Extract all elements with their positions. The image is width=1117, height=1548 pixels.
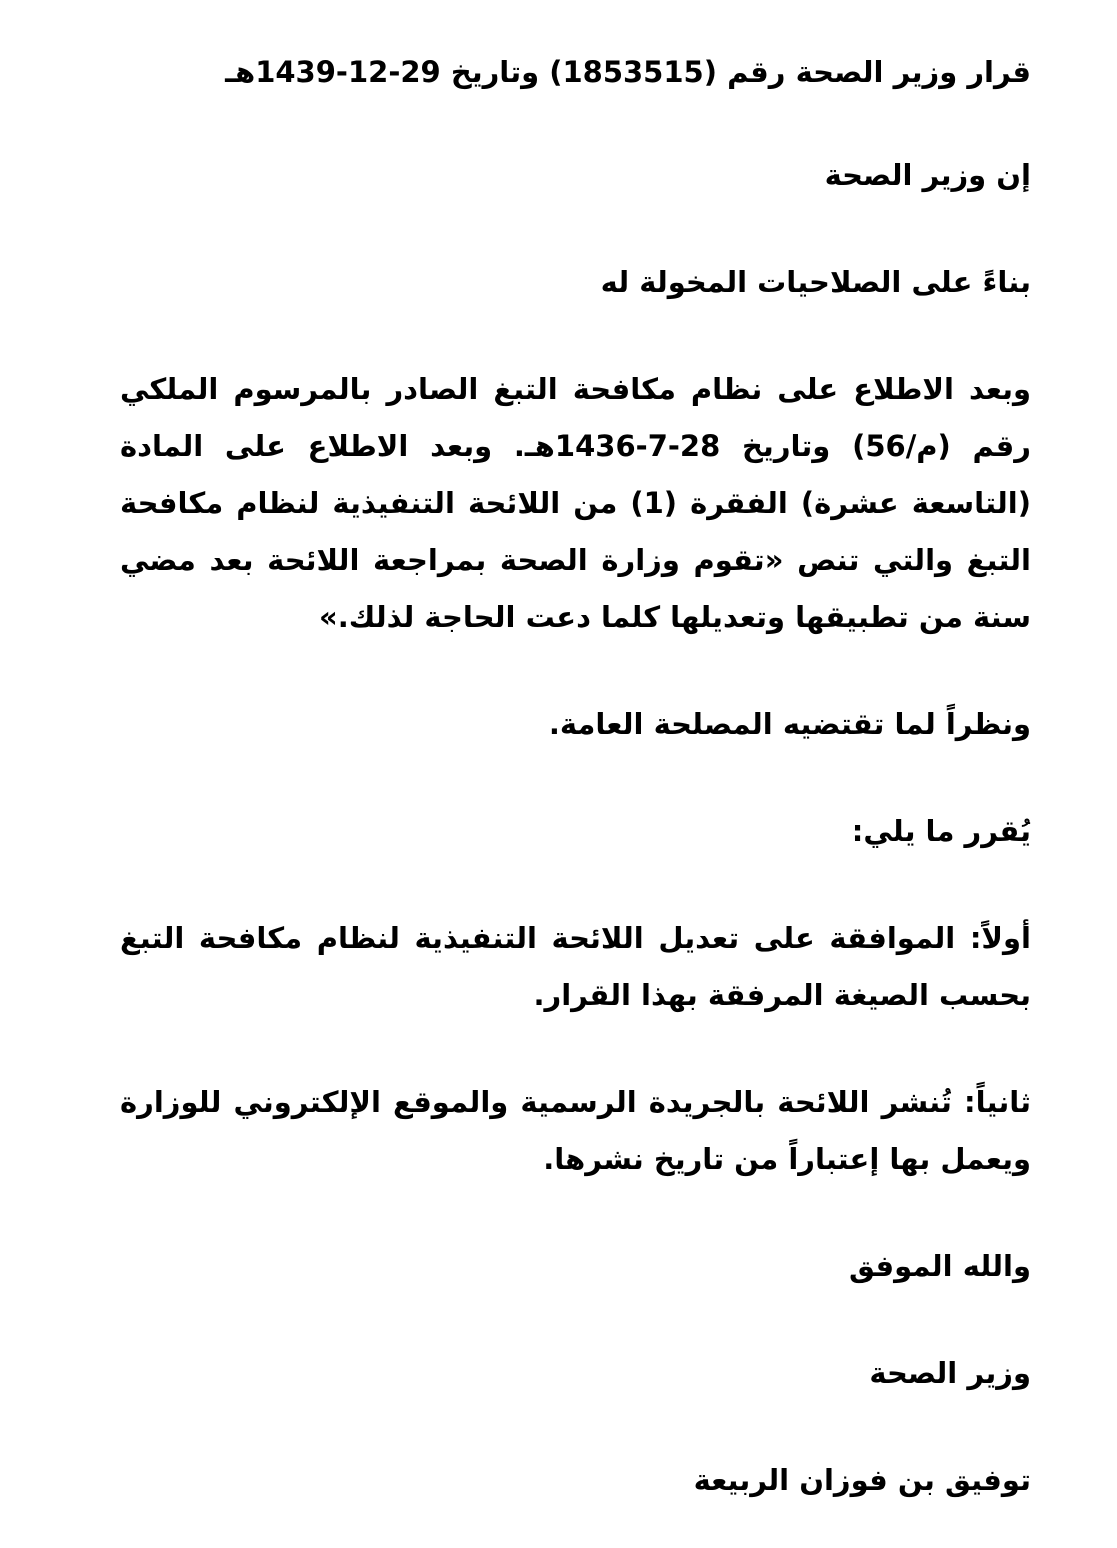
closing-line: والله الموفق bbox=[849, 1249, 1031, 1283]
resolution-intro: يُقرر ما يلي: bbox=[851, 814, 1031, 848]
preamble-paragraph: وبعد الاطلاع على نظام مكافحة التبغ الصادر بالمرسوم الملكي رقم (م/56) وتاريخ 28-7-1436هـ. وبعد الاطلاع على المادة (التاسعة عشرة) الفقرة (1) من اللائحة التنفيذية لنظام مكافحة التبغ والتي تنص «تقوم وزارة الصحة بمراجعة اللائحة بعد مضي سنة من تطبيقها وتعديلها كلما دعت الحاجة لذلك.» bbox=[120, 372, 1031, 634]
public-interest-line: ونظراً لما تقتضيه المصلحة العامة. bbox=[548, 707, 1031, 741]
article-second: ثانياً: تُنشر اللائحة بالجريدة الرسمية والموقع الإلكتروني للوزارة ويعمل بها إعتباراً من تاريخ نشرها. bbox=[120, 1085, 1031, 1176]
article-first: أولاً: الموافقة على تعديل اللائحة التنفيذية لنظام مكافحة التبغ بحسب الصيغة المرفقة بهذا القرار. bbox=[120, 921, 1031, 1012]
signatory-name: توفيق بن فوزان الربيعة bbox=[693, 1463, 1031, 1497]
decision-title: قرار وزير الصحة رقم (1853515) وتاريخ 29-12-1439هـ bbox=[225, 55, 1031, 89]
authority-line: بناءً على الصلاحيات المخولة له bbox=[600, 265, 1031, 299]
opening-line: إن وزير الصحة bbox=[824, 158, 1031, 192]
signatory-title: وزير الصحة bbox=[869, 1356, 1031, 1390]
